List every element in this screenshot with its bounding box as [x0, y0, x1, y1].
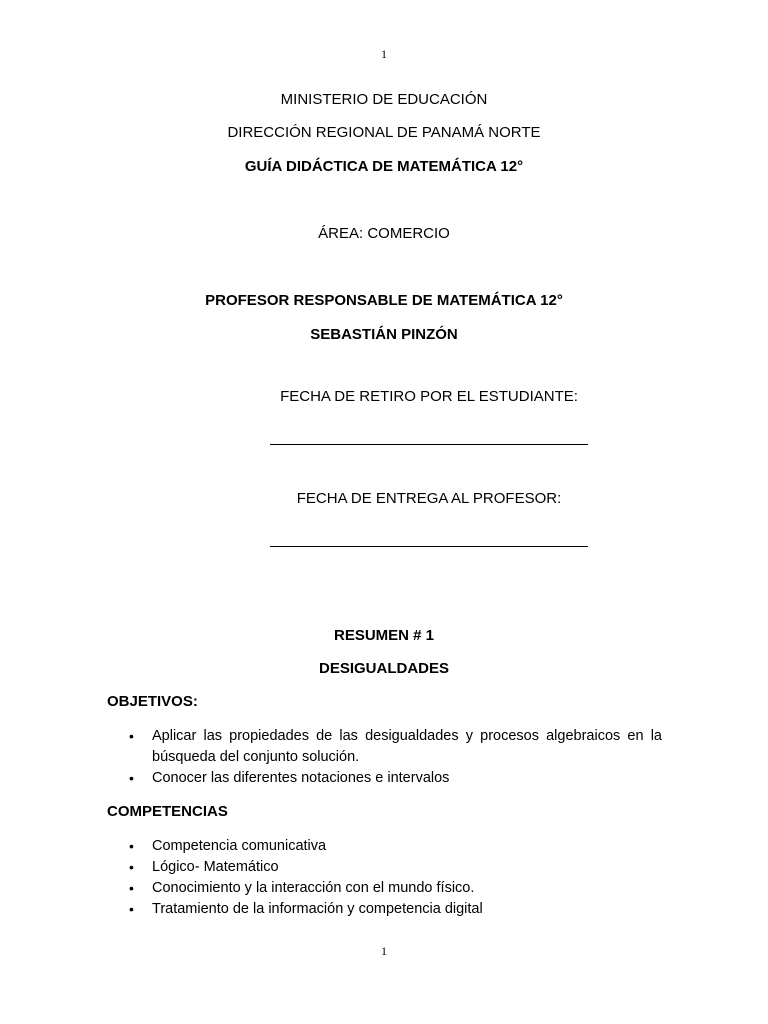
- list-item: • Lógico- Matemático: [107, 857, 662, 878]
- delivery-date-line: [270, 546, 588, 547]
- bullet-icon: •: [129, 901, 134, 917]
- area-label: ÁREA: COMERCIO: [318, 225, 450, 242]
- guide-title: GUÍA DIDÁCTICA DE MATEMÁTICA 12°: [244, 158, 524, 175]
- list-item: • Competencia comunicativa: [107, 836, 662, 857]
- list-item: • Conocer las diferentes notaciones e intervalos: [107, 768, 662, 789]
- bullet-icon: •: [129, 880, 134, 896]
- objectives-list: [107, 726, 662, 789]
- region-title: DIRECCIÓN REGIONAL DE PANAMÁ NORTE: [227, 124, 541, 141]
- pickup-date-line: [270, 444, 588, 445]
- summary-number: RESUMEN # 1: [333, 627, 435, 644]
- summary-topic: DESIGUALDADES: [318, 660, 449, 677]
- bullet-icon: •: [129, 838, 134, 854]
- delivery-date-label: FECHA DE ENTREGA AL PROFESOR:: [296, 490, 562, 507]
- page-number-bottom: 1: [381, 944, 387, 958]
- competencies-heading: COMPETENCIAS: [107, 803, 228, 820]
- teacher-role: PROFESOR RESPONSABLE DE MATEMÁTICA 12°: [205, 292, 563, 309]
- competencies-list: [107, 836, 662, 920]
- objectives-heading: OBJETIVOS:: [107, 693, 198, 710]
- pickup-date-label: FECHA DE RETIRO POR EL ESTUDIANTE:: [280, 388, 578, 405]
- list-item: • Conocimiento y la interacción con el mundo físico.: [107, 878, 662, 899]
- bullet-icon: •: [129, 728, 134, 744]
- list-item: • Aplicar las propiedades de las desigualdades y procesos algebraicos en la búsqueda del conjunto solución.: [129, 728, 662, 765]
- ministry-title: MINISTERIO DE EDUCACIÓN: [280, 91, 488, 108]
- list-item: • Tratamiento de la información y competencia digital: [107, 899, 662, 920]
- bullet-icon: •: [129, 770, 134, 786]
- teacher-name: SEBASTIÁN PINZÓN: [310, 326, 458, 343]
- bullet-icon: •: [129, 859, 134, 875]
- page-number-top: 1: [381, 47, 387, 61]
